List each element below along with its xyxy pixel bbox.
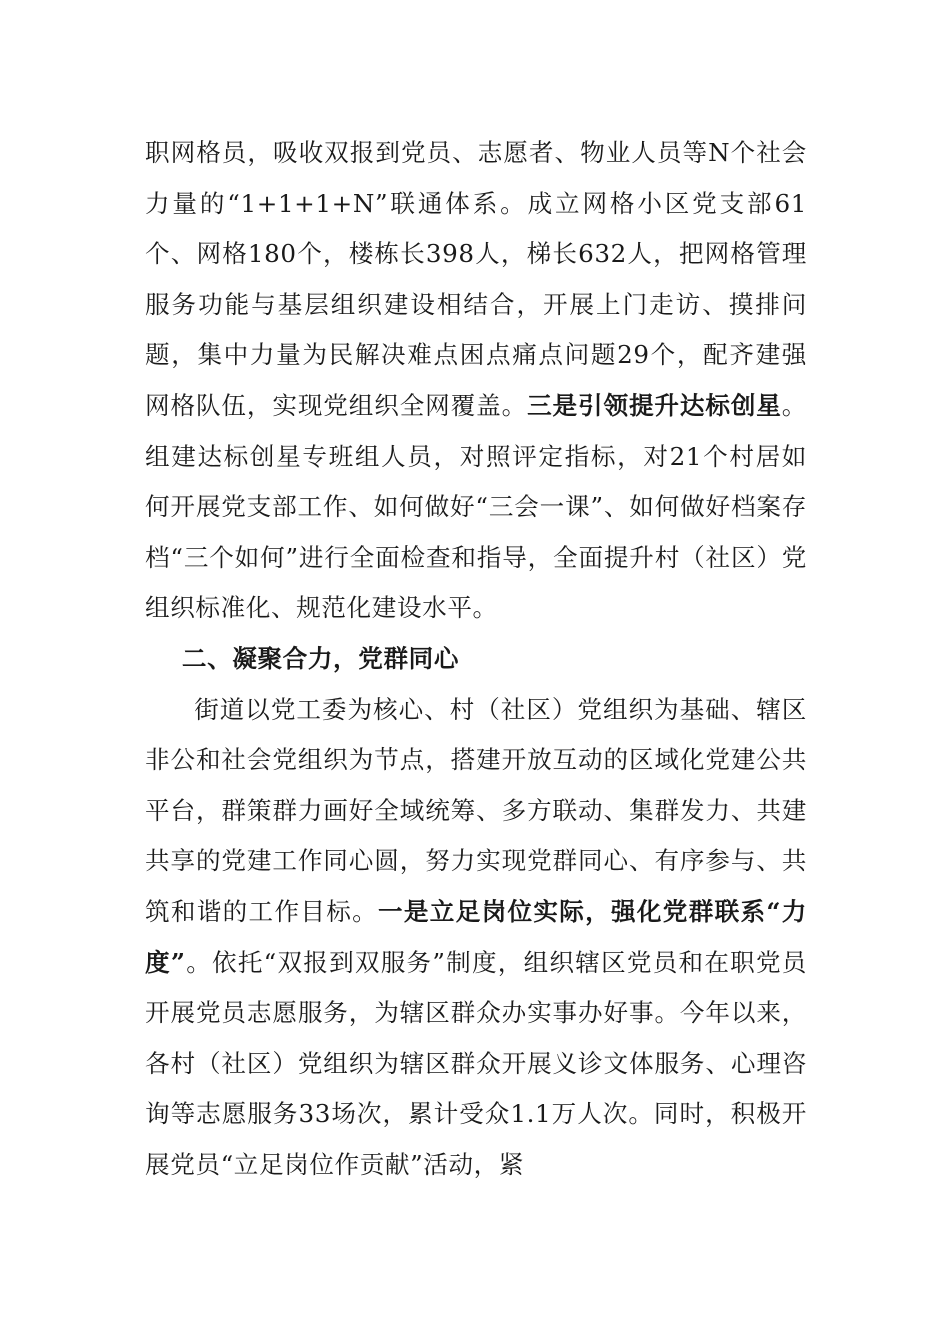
- paragraph-section-two: [145, 685, 807, 1191]
- paragraph-text: 。组建达标创星专班组人员，对照评定指标，对21个村居如何开展党支部工作、如何做好“三会一课”、如何做好档案存档“三个如何”进行全面检查和指导，全面提升村（社区）党组织标准化、规范化建设水平。: [145, 390, 807, 623]
- paragraph-text: 街道以党工委为核心、村（社区）党组织为基础、辖区非公和社会党组织为节点，搭建开放互动的区域化党建公共平台，群策群力画好全域统筹、多方联动、集群发力、共建共享的党建工作同心圆，努力实现党群同心、有序参与、共筑和谐的工作目标。: [145, 694, 807, 926]
- paragraph-text: 职网格员，吸收双报到党员、志愿者、物业人员等N个社会力量的“1+1+1+N”联通体系。成立网格小区党支部61个、网格180个，楼栋长398人，梯长632人，把网格管理服务功能与基层组织建设相结合，开展上门走访、摸排问题，集中力量为民解决难点困点痛点问题29个，配齐建强网格队伍，实现党组织全网覆盖。: [145, 138, 807, 420]
- bold-point-three: 三是引领提升达标创星: [527, 390, 782, 420]
- bold-point-one: 一是立足岗位实际，强化党群联系“力度”: [145, 896, 807, 977]
- paragraph-continuation: [145, 128, 807, 634]
- paragraph-text: 。依托“双报到双服务”制度，组织辖区党员和在职党员开展党员志愿服务，为辖区群众办实事办好事。今年以来，各村（社区）党组织为辖区群众开展义诊文体服务、心理咨询等志愿服务33场次，累计受众1.1万人次。同时，积极开展党员“立足岗位作贡献”活动，紧: [145, 947, 807, 1179]
- document-body: [145, 128, 807, 1190]
- section-heading: 二、凝聚合力，党群同心: [181, 643, 460, 673]
